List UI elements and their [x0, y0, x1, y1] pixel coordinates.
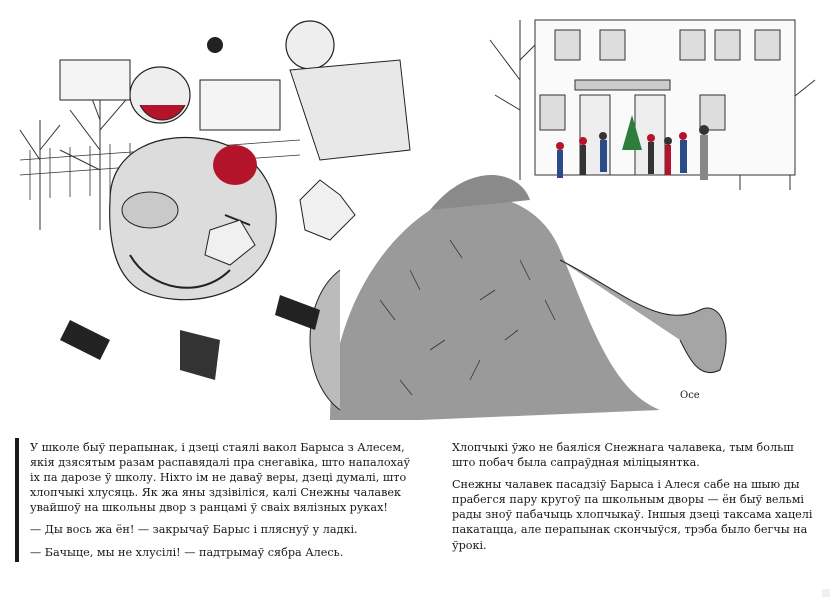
paragraph: Хлопчыкі ўжо не баяліся Снежнага чалавека, тым больш што побач была сапраўдная міліцыянтка. — [452, 441, 794, 470]
snowman-head — [110, 138, 277, 300]
paragraph: — Ды вось жа ён! — закрычаў Барыс і пляснуў у ладкі. — [30, 523, 358, 537]
artist-signature: Осе — [680, 390, 700, 401]
text-column-left — [30, 440, 420, 567]
text-column-right — [452, 440, 817, 560]
sidebar-bar — [15, 438, 19, 562]
paragraph: — Бачыце, мы не хлусілі! — падтрымаў сябра Алесь. — [30, 545, 344, 559]
paragraph: Снежны чалавек пасадзіў Барыса і Алеся сабе на шыю ды прабегся пару кругоў па школьным дворы — ён быў вельмі рады зноў пабачыць хлопчыкаў. Іншыя дзеці таксама хацелі пакатацца, але перапынак скончыўся, трэба было бегчы на ўрокі. — [452, 478, 813, 552]
paragraph: У школе быў перапынак, і дзеці стаялі вакол Барыса з Алесем, якія дзясятым разам распавядалі пра снегавіка, што напалохаў іх па дарозе ў школу. Ніхто ім не даваў веры, дзеці думалі, што хлопчыкі хлусяць. Як жа яны здзівіліся, калі Снежны чалавек увайшоў на школьны двор з ранцамі ў сваіх вялізных руках! — [30, 441, 411, 515]
snowman-body — [310, 175, 726, 420]
page-corner — [822, 589, 830, 597]
